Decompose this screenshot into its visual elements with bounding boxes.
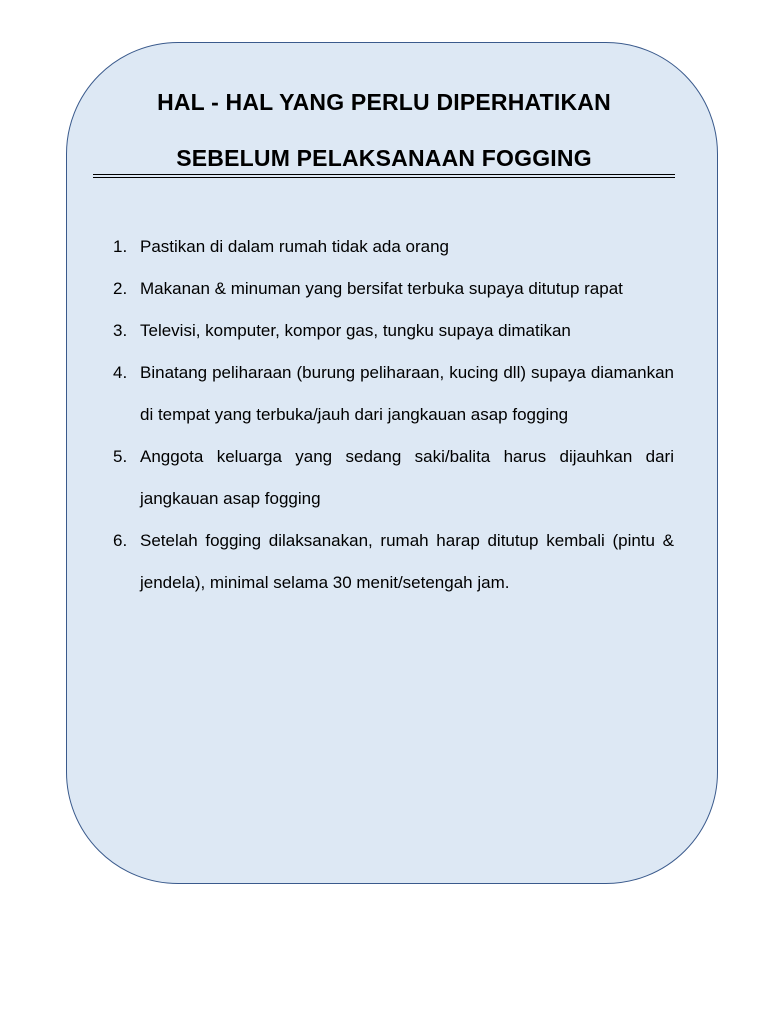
list-item	[113, 352, 674, 436]
item-text: Binatang peliharaan (burung peliharaan, kucing dll) supaya diamankan di tempat yang terbuka/jauh dari jangkauan asap fogging	[140, 363, 674, 424]
instruction-list	[113, 226, 674, 604]
item-text: Makanan & minuman yang bersifat terbuka supaya ditutup rapat	[140, 279, 623, 298]
item-text: Televisi, komputer, kompor gas, tungku supaya dimatikan	[140, 321, 571, 340]
item-text: Setelah fogging dilaksanakan, rumah harap ditutup kembali (pintu & jendela), minimal selama 30 menit/setengah jam.	[140, 531, 674, 592]
item-number: 3.	[113, 321, 128, 340]
list-item	[113, 268, 674, 310]
item-number: 1.	[113, 237, 128, 256]
title-underline-bottom	[93, 177, 675, 178]
item-number: 4.	[113, 363, 128, 382]
title-line-1: HAL - HAL YANG PERLU DIPERHATIKAN	[157, 89, 611, 115]
list-item	[113, 226, 674, 268]
list-item	[113, 436, 674, 520]
item-number: 5.	[113, 447, 128, 466]
item-number: 2.	[113, 279, 128, 298]
item-text: Anggota keluarga yang sedang saki/balita harus dijauhkan dari jangkauan asap fogging	[140, 447, 674, 508]
list-item	[113, 310, 674, 352]
item-number: 6.	[113, 531, 128, 550]
item-text: Pastikan di dalam rumah tidak ada orang	[140, 237, 450, 256]
title-line-2: SEBELUM PELAKSANAAN FOGGING	[176, 145, 592, 171]
list-item	[113, 520, 674, 604]
title-underline-top	[93, 174, 675, 175]
